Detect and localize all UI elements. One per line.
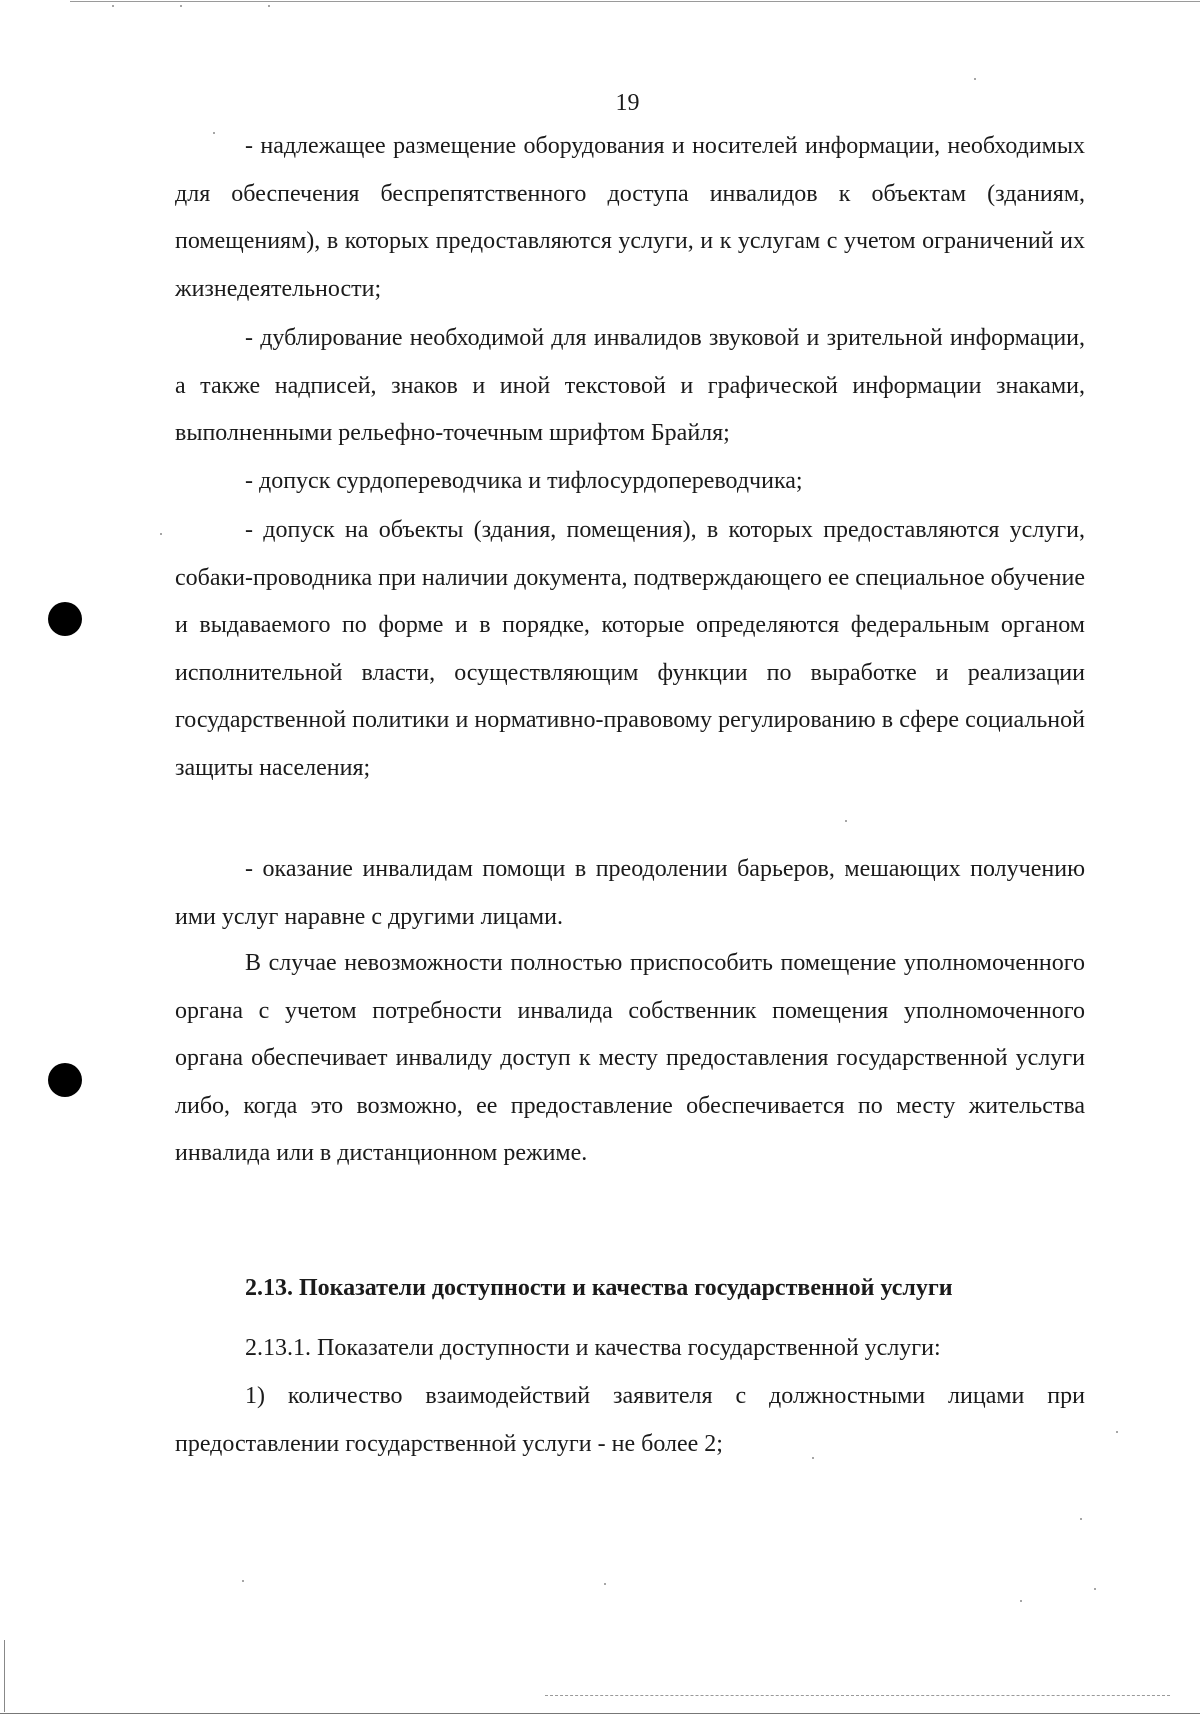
page-number: 19 [615, 90, 640, 116]
list-item-interactions: 1) количество взаимодействий заявителя с должностными лицами при предоставлении государственной услуги - не более 2; [175, 1383, 1085, 1457]
binder-hole-punch [48, 602, 82, 636]
scan-speck [974, 78, 976, 80]
scan-speck [1020, 1600, 1022, 1602]
scan-speck [180, 5, 182, 7]
bottom-scan-edge [0, 1713, 1200, 1714]
scan-speck [112, 5, 114, 7]
left-scan-edge [4, 1640, 5, 1712]
scan-speck [1094, 1588, 1096, 1590]
paragraph-braille-duplication: - дублирование необходимой для инвалидов звуковой и зрительной информации, а также надписей, знаков и иной текстовой и графической информации знаками, выполненными рельефно-точечным шрифтом Брайля; [175, 325, 1085, 446]
scan-speck [1080, 1518, 1082, 1520]
bottom-scan-line [545, 1695, 1170, 1697]
paragraph-impossible-adaptation: В случае невозможности полностью приспособить помещение уполномоченного органа с учетом потребности инвалида собственник помещения уполномоченного органа обеспечивает инвалиду доступ к месту предоставления государственной услуги либо, когда это возможно, ее предоставление обеспечивается по месту жительства инвалида или в дистанционном режиме. [175, 950, 1085, 1166]
scan-speck [845, 820, 847, 822]
paragraph-assistance: - оказание инвалидам помощи в преодолении барьеров, мешающих получению ими услуг наравне с другими лицами. [175, 856, 1085, 930]
scan-speck [213, 132, 215, 134]
binder-hole-punch [48, 1063, 82, 1097]
scan-speck [160, 533, 162, 535]
scan-speck [1116, 1431, 1118, 1433]
scan-speck [242, 1580, 244, 1582]
scan-speck [604, 1583, 606, 1585]
paragraph-guide-dog: - допуск на объекты (здания, помещения), в которых предоставляются услуги, собаки-проводника при наличии документа, подтверждающего ее специальное обучение и выдаваемого по форме и в порядке, которые определяются федеральным органом исполнительной власти, осуществляющим функции по выработке и реализации государственной политики и нормативно-правовому регулированию в сфере социальной защиты населения; [175, 517, 1086, 781]
scan-speck [268, 5, 270, 7]
scan-speck [812, 1457, 814, 1459]
top-scan-edge [70, 1, 1200, 2]
paragraph-sign-interpreter: - допуск сурдопереводчика и тифлосурдопереводчика; [245, 468, 803, 494]
section-heading: 2.13. Показатели доступности и качества государственной услуги [245, 1275, 953, 1301]
paragraph-equipment-placement: - надлежащее размещение оборудования и носителей информации, необходимых для обеспечения беспрепятственного доступа инвалидов к объектам (зданиям, помещениям), в которых предоставляются услуги, и к услугам с учетом ограничений их жизнедеятельности; [175, 133, 1085, 302]
subsection-heading: 2.13.1. Показатели доступности и качества государственной услуги: [245, 1335, 941, 1361]
